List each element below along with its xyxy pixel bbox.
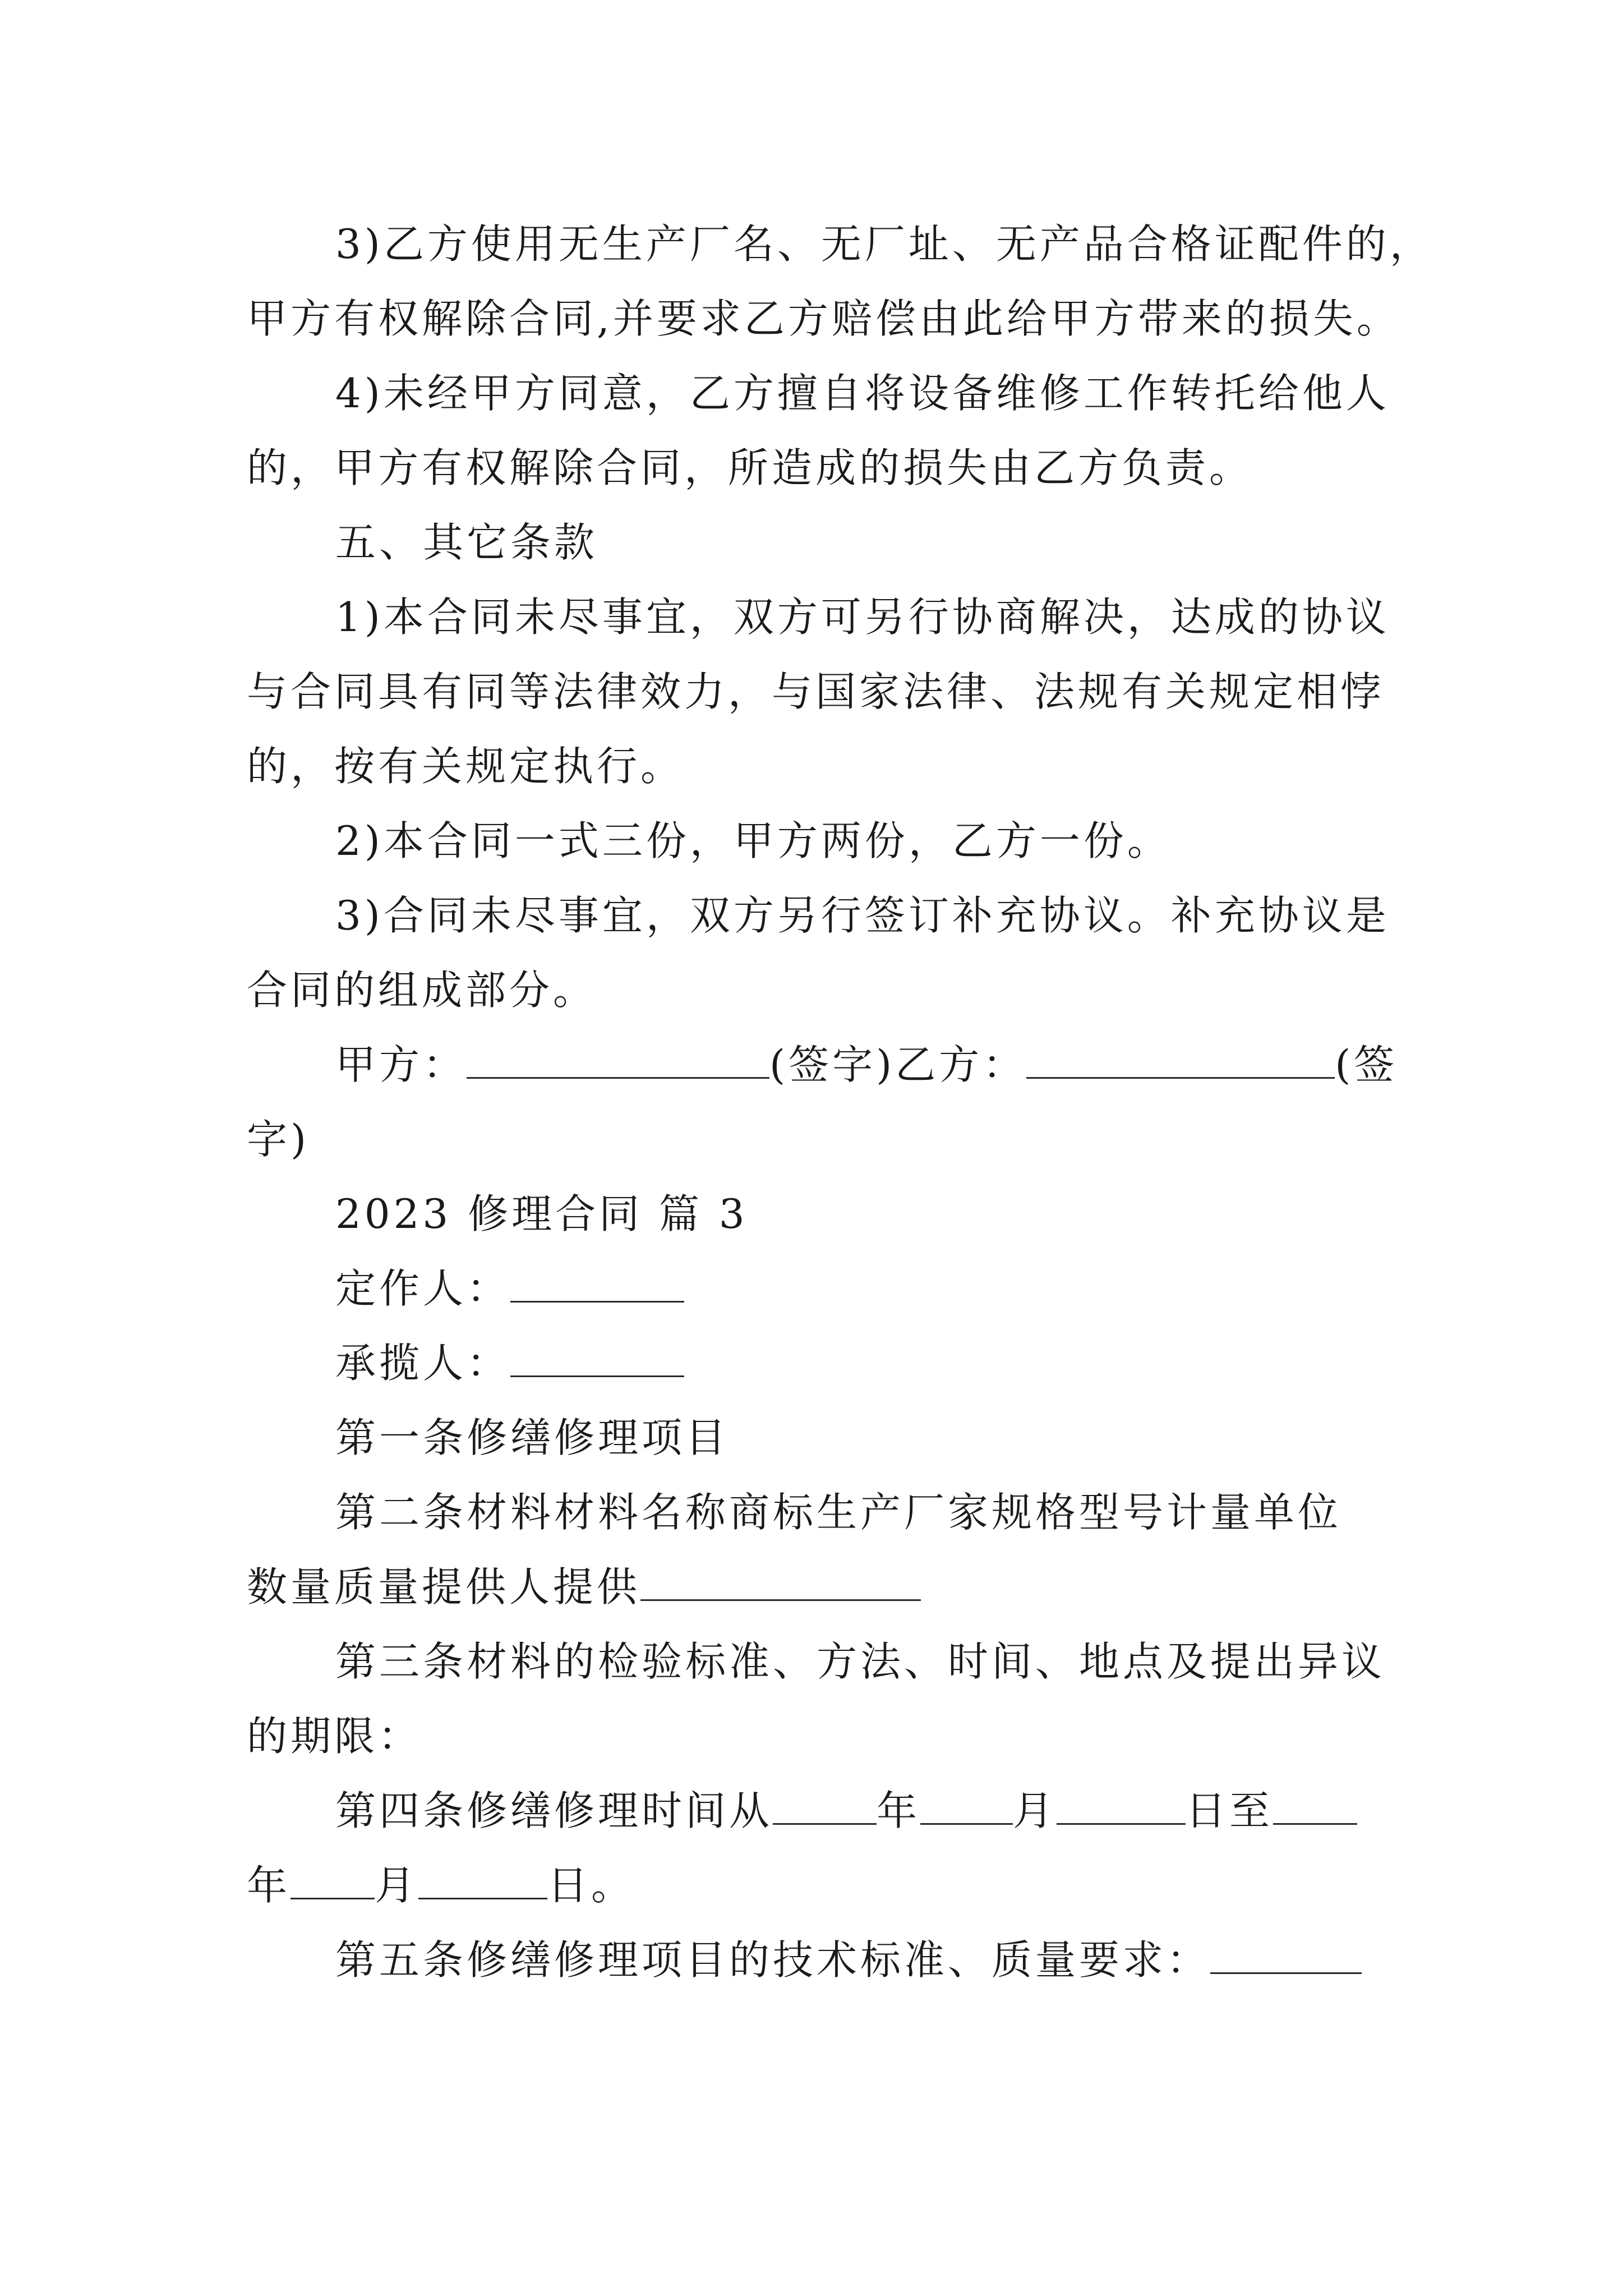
para-1-line-1: 3)乙方使用无生产厂名、无厂址、无产品合格证配件的， xyxy=(335,220,1433,268)
article-2-text: 数量质量提供人提供 xyxy=(247,1563,641,1611)
article-5-text: 第五条修缮修理项目的技术标准、质量要求： xyxy=(335,1936,1211,1984)
para-5-line-1: 2)本合同一式三份，甲方两份，乙方一份。 xyxy=(335,817,1171,864)
party-b-signature-blank xyxy=(1026,1038,1335,1079)
section-title: 2023 修理合同 篇 3 xyxy=(335,1190,748,1237)
para-6-line-2: 合同的组成部分。 xyxy=(247,967,597,1014)
article-5-line xyxy=(335,1932,1362,1988)
article-3-line-2: 的期限： xyxy=(247,1713,422,1760)
contractor-line xyxy=(335,1260,684,1317)
article-2-line-2 xyxy=(247,1559,921,1615)
undertaker-label: 承揽人： xyxy=(335,1340,511,1387)
para-6-line-1: 3)合同未尽事宜，双方另行签订补充协议。补充协议是 xyxy=(335,892,1390,939)
article-4-year2: 年 xyxy=(247,1862,291,1909)
article-4-month-blank xyxy=(920,1784,1013,1825)
party-a-label: 甲方： xyxy=(335,1041,467,1088)
contractor-blank xyxy=(510,1262,684,1303)
para-1-line-2: 甲方有权解除合同,并要求乙方赔偿由此给甲方带来的损失。 xyxy=(247,295,1400,342)
article-4-year: 年 xyxy=(877,1787,921,1834)
article-4-day-to: 日至 xyxy=(1186,1787,1274,1834)
article-4-year-blank xyxy=(773,1784,877,1825)
article-4-line-2 xyxy=(247,1857,635,1913)
article-5-blank xyxy=(1210,1933,1362,1974)
article-4-day-blank xyxy=(1057,1784,1186,1825)
article-4-prefix: 第四条修缮修理时间从 xyxy=(335,1787,773,1834)
article-1: 第一条修缮修理项目 xyxy=(335,1414,730,1461)
sign-note-b: (签 xyxy=(1335,1041,1398,1088)
signature-line xyxy=(335,1037,1398,1093)
para-2-line-2: 的，甲方有权解除合同，所造成的损失由乙方负责。 xyxy=(247,444,1253,491)
article-2-blank xyxy=(640,1560,921,1601)
para-2-line-1: 4)未经甲方同意，乙方擅自将设备维修工作转托给他人 xyxy=(335,370,1390,417)
para-4-line-3: 的，按有关规定执行。 xyxy=(247,743,685,790)
signature-line-cont: 字) xyxy=(247,1116,310,1163)
article-4-line-1 xyxy=(335,1783,1357,1839)
section-5-heading: 五、其它条款 xyxy=(335,519,598,566)
article-4-end-year-blank xyxy=(1273,1784,1357,1825)
article-4-day2-blank xyxy=(418,1858,547,1899)
para-4-line-1: 1)本合同未尽事宜，双方可另行协商解决，达成的协议 xyxy=(335,593,1390,641)
party-a-signature-blank xyxy=(467,1038,769,1079)
article-3-line-1: 第三条材料的检验标准、方法、时间、地点及提出异议 xyxy=(335,1638,1386,1685)
article-4-month2: 月 xyxy=(375,1862,419,1909)
undertaker-line xyxy=(335,1335,684,1391)
article-2-line-1: 第二条材料材料名称商标生产厂家规格型号计量单位 xyxy=(335,1489,1342,1536)
undertaker-blank xyxy=(510,1336,684,1377)
sign-note-a: (签字)乙方： xyxy=(769,1041,1027,1088)
article-4-day2: 日。 xyxy=(547,1862,635,1909)
article-4-month2-blank xyxy=(291,1858,375,1899)
para-4-line-2: 与合同具有同等法律效力，与国家法律、法规有关规定相悖 xyxy=(247,668,1385,715)
contractor-label: 定作人： xyxy=(335,1265,511,1312)
article-4-month: 月 xyxy=(1013,1787,1057,1834)
